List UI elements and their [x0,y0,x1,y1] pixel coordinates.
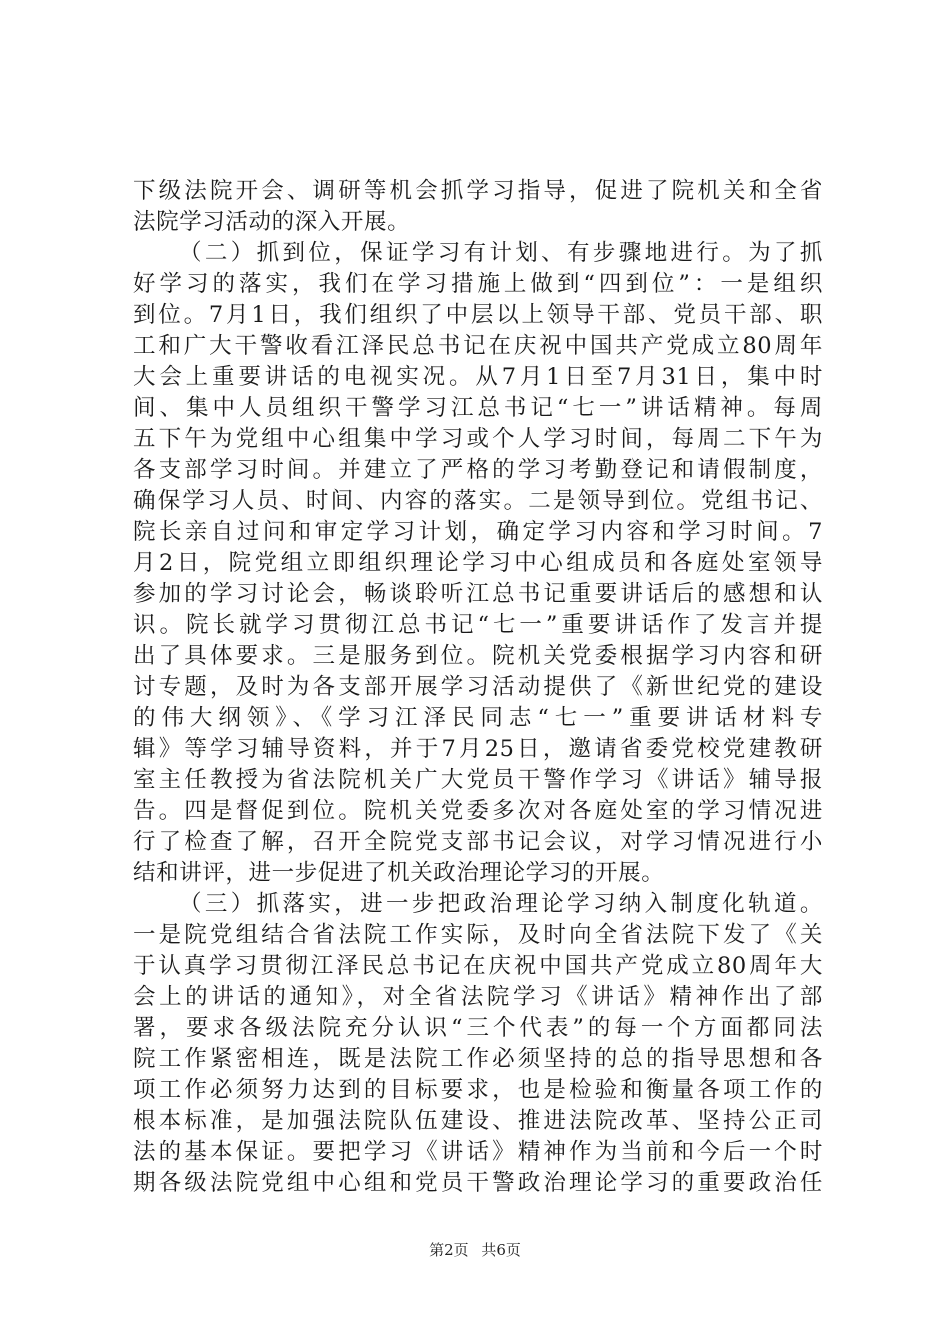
text-line: 识。院长就学习贯彻江总书记“七一”重要讲话作了发言并提 [133,612,823,638]
text-line: 辑》等学习辅导资料，并于7月25日，邀请省委党校党建教研 [133,736,823,762]
page-total: 共6页 [481,1241,521,1259]
text-line: 月2日，院党组立即组织理论学习中心组成员和各庭处室领导 [133,550,823,576]
text-line: 署，要求各级法院充分认识“三个代表”的每一个方面都同法 [133,1015,823,1041]
text-line: 出了具体要求。三是服务到位。院机关党委根据学习内容和研 [133,643,823,669]
text-line: 法的基本保证。要把学习《讲话》精神作为当前和今后一个时 [133,1139,823,1165]
text-line: 室主任教授为省法院机关广大党员干警作学习《讲话》辅导报 [133,767,823,793]
text-line: 参加的学习讨论会，畅谈聆听江总书记重要讲话后的感想和认 [133,581,823,607]
text-line: 行了检查了解，召开全院党支部书记会议，对学习情况进行小 [133,829,823,855]
text-line: 到位。7月1日，我们组织了中层以上领导干部、党员干部、职 [133,302,823,328]
text-line: 根本标准，是加强法院队伍建设、推进法院改革、坚持公正司 [133,1108,823,1134]
text-line: 会上的讲话的通知》，对全省法院学习《讲话》精神作出了部 [133,984,823,1010]
text-line: 间、集中人员组织干警学习江总书记“七一”讲话精神。每周 [133,395,823,421]
text-line: 五下午为党组中心组集中学习或个人学习时间，每周二下午为 [133,426,823,452]
text-line: （三）抓落实，进一步把政治理论学习纳入制度化轨道。 [179,891,823,917]
text-line: 院工作紧密相连，既是法院工作必须坚持的总的指导思想和各 [133,1046,823,1072]
text-line: 大会上重要讲话的电视实况。从7月1日至7月31日，集中时 [133,364,823,390]
text-line: 于认真学习贯彻江泽民总书记在庆祝中国共产党成立80周年大 [133,953,823,979]
text-line: 的伟大纲领》、《学习江泽民同志“七一”重要讲话材料专 [133,705,823,731]
text-line: 好学习的落实，我们在学习措施上做到“四到位”：一是组织 [133,271,823,297]
text-line: 一是院党组结合省法院工作实际，及时向全省法院下发了《关 [133,922,823,948]
text-line: （二）抓到位，保证学习有计划、有步骤地进行。为了抓 [179,240,823,266]
text-line: 告。四是督促到位。院机关党委多次对各庭处室的学习情况进 [133,798,823,824]
text-line: 法院学习活动的深入开展。 [133,209,411,235]
page-footer [0,1240,950,1260]
page-number: 第2页 [429,1241,469,1259]
text-line: 工和广大干警收看江泽民总书记在庆祝中国共产党成立80周年 [133,333,823,359]
text-line: 院长亲自过问和审定学习计划，确定学习内容和学习时间。7 [133,519,823,545]
text-line: 各支部学习时间。并建立了严格的学习考勤登记和请假制度， [133,457,823,483]
document-body [133,176,823,1199]
text-line: 下级法院开会、调研等机会抓学习指导，促进了院机关和全省 [133,178,823,204]
text-line: 确保学习人员、时间、内容的落实。二是领导到位。党组书记、 [133,488,823,514]
text-line: 期各级法院党组中心组和党员干警政治理论学习的重要政治任 [133,1170,823,1196]
text-line: 讨专题，及时为各支部开展学习活动提供了《新世纪党的建设 [133,674,823,700]
text-line: 结和讲评，进一步促进了机关政治理论学习的开展。 [133,860,665,886]
text-line: 项工作必须努力达到的目标要求，也是检验和衡量各项工作的 [133,1077,823,1103]
